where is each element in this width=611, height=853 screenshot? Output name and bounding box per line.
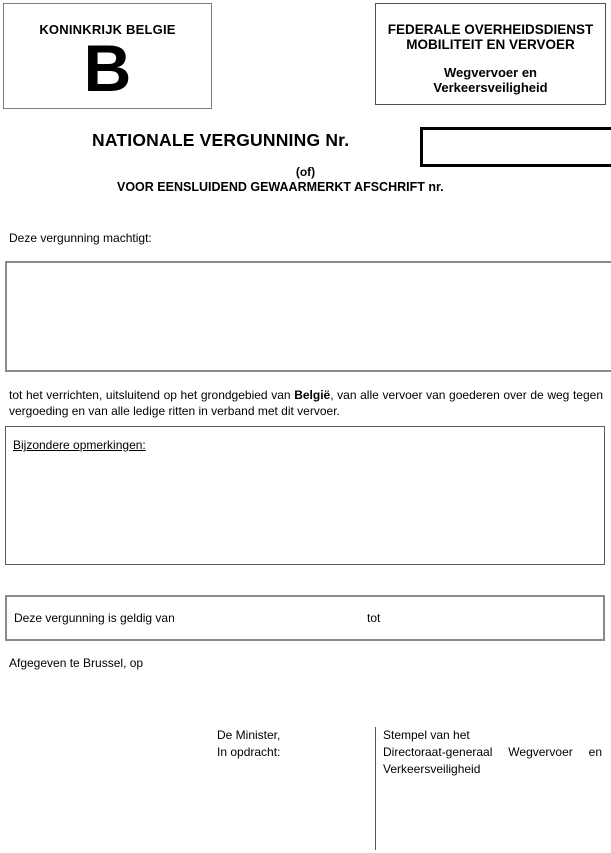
stamp-block (383, 727, 602, 778)
issued-at-label: Afgegeven te Brussel, op (9, 656, 144, 670)
special-remarks-box (5, 426, 605, 565)
country-title: KONINKRIJK BELGIE (39, 22, 176, 37)
stamp-department: Directoraat-generaal Wegvervoer en Verkeersveiligheid (383, 745, 602, 776)
document-title: NATIONALE VERGUNNING Nr. (92, 130, 350, 150)
authorization-label: Deze vergunning machtigt: (9, 231, 152, 245)
validity-box (5, 595, 605, 641)
issued-at-line (9, 656, 266, 670)
special-remarks-value (13, 457, 597, 558)
certified-copy-title: VOOR EENSLUIDEND GEWAARMERKT AFSCHRIFT nr. (117, 180, 444, 194)
permit-number-box (420, 127, 611, 167)
special-remarks-label: Bijzondere opmerkingen: (13, 438, 146, 452)
permit-holder-box (5, 261, 611, 372)
country-header-box (3, 3, 212, 109)
scope-text-after: , van alle vervoer van goederen over de weg tegen vergoeding en van alle ledige ritten in verband met dit vervoer. (9, 388, 603, 418)
agency-name-line2: MOBILITEIT EN VERVOER (406, 37, 575, 52)
or-label: (of) (295, 165, 316, 179)
minister-signature-block (217, 727, 280, 761)
department-name-line1: Wegvervoer en (444, 65, 537, 80)
agency-header-box (375, 3, 606, 105)
stamp-label: Stempel van het (383, 728, 470, 742)
valid-to-label: tot (367, 611, 381, 625)
scope-country-bold: België (294, 388, 331, 402)
scope-text-before: tot het verrichten, uitsluitend op het grondgebied van (9, 388, 295, 402)
country-letter: B (83, 31, 132, 105)
authorization-scope-text (9, 388, 603, 419)
valid-from-label: Deze vergunning is geldig van (14, 611, 175, 625)
department-name-line2: Verkeersveiligheid (433, 80, 548, 95)
by-order-label: In opdracht: (217, 745, 281, 759)
signature-divider-line (375, 727, 376, 850)
minister-label: De Minister, (217, 728, 281, 742)
agency-name-line1: FEDERALE OVERHEIDSDIENST (387, 22, 594, 37)
